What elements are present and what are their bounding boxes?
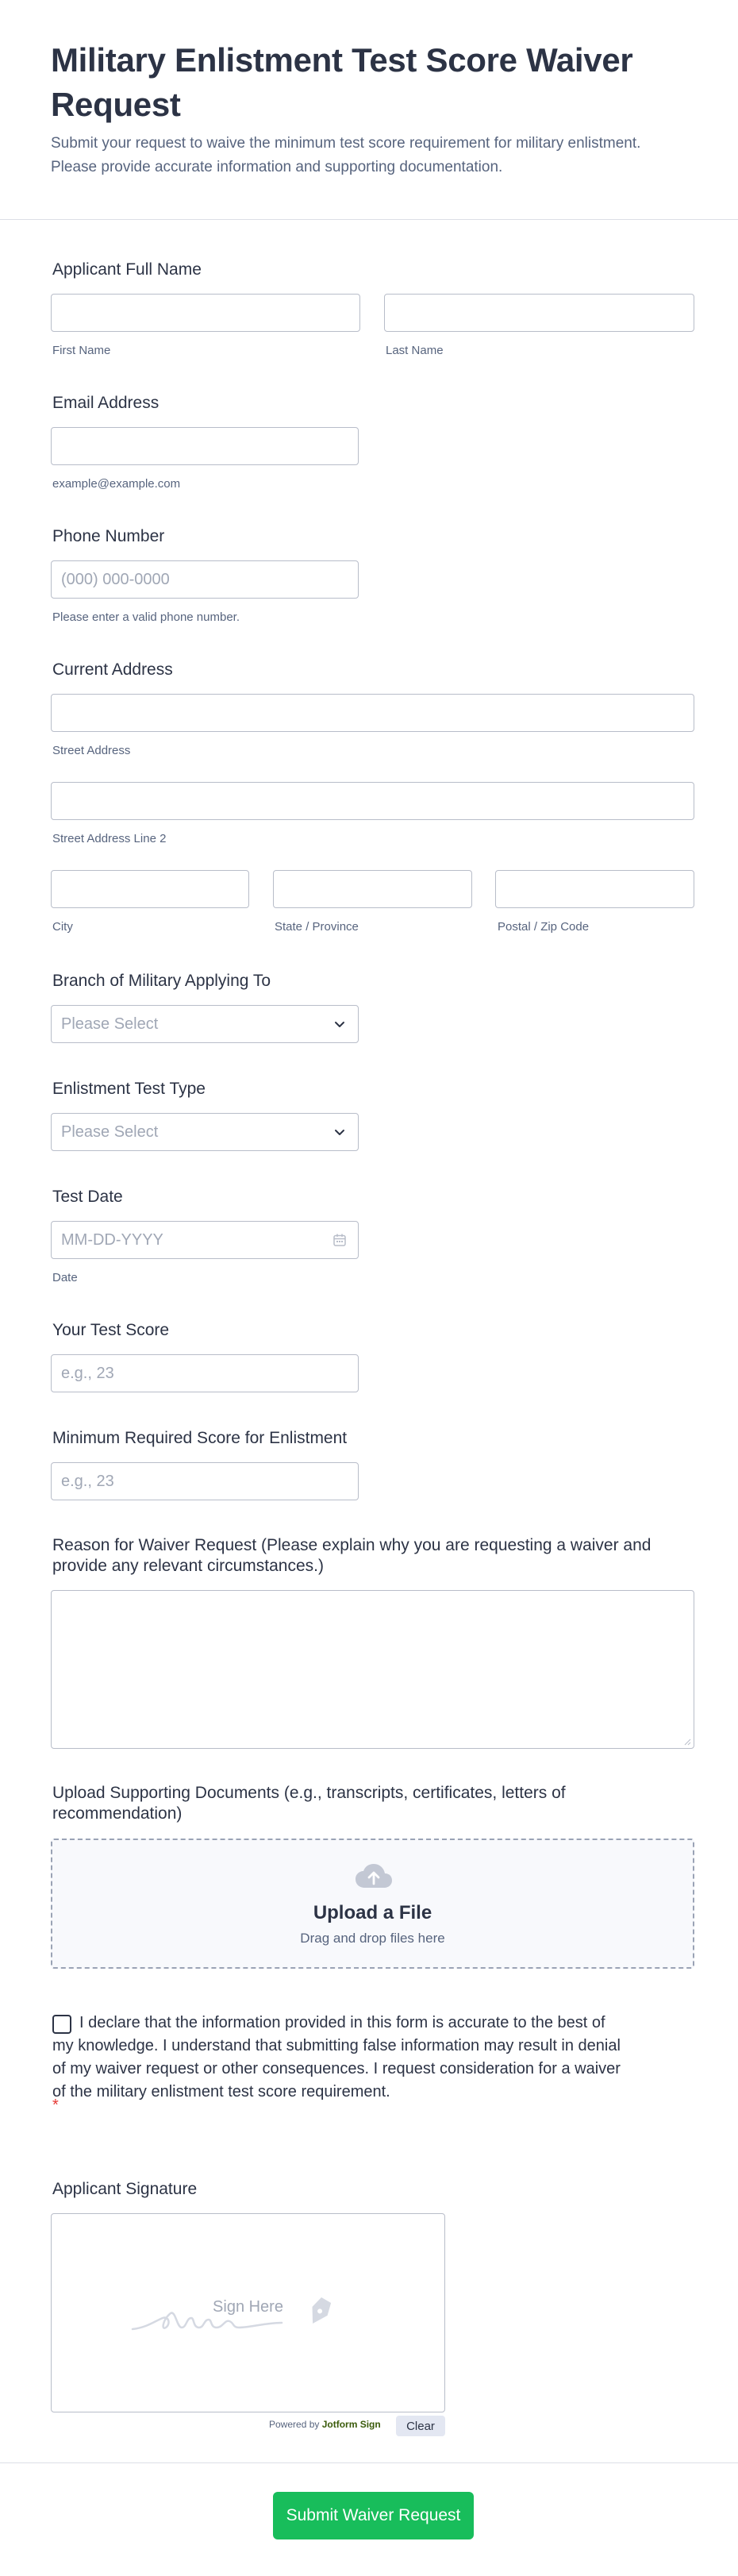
upload-subtitle: Drag and drop files here xyxy=(300,1931,445,1946)
phone-placeholder: (000) 000-0000 xyxy=(61,570,170,588)
email-label: Email Address xyxy=(52,394,160,412)
address-label: Current Address xyxy=(52,660,173,679)
resize-handle-icon[interactable] xyxy=(683,1738,691,1746)
reason-label: Reason for Waiver Request (Please explain why you are requesting a waiver and provide any relevant circumstances.) xyxy=(52,1536,652,1575)
signature-pad[interactable] xyxy=(51,2213,445,2412)
first-name-sublabel: First Name xyxy=(52,344,111,357)
chevron-down-icon xyxy=(332,1017,347,1031)
last-name-input[interactable] xyxy=(384,294,694,332)
required-asterisk: * xyxy=(52,2097,59,2114)
name-label: Applicant Full Name xyxy=(52,260,202,279)
city-sublabel: City xyxy=(52,920,73,934)
state-sublabel: State / Province xyxy=(275,920,359,934)
upload-label: Upload Supporting Documents (e.g., transcripts, certificates, letters of recommendation) xyxy=(52,1784,566,1823)
form-description: Submit your request to waive the minimum test score requirement for military enlistment. Please provide accurate information and supporting documentation. xyxy=(51,135,641,175)
cloud-upload-icon xyxy=(354,1862,394,1889)
powered-by-prefix: Powered by xyxy=(269,2419,320,2430)
clear-signature-button[interactable]: Clear xyxy=(396,2416,445,2436)
state-input[interactable] xyxy=(273,870,472,908)
score-label: Your Test Score xyxy=(52,1321,170,1339)
declaration-text: I declare that the information provided in this form is accurate to the best of my knowledge. I understand that submitting false information may result in denial of my waiver request or other consequences. I request consideration for a waiver of the military enlistment test score requirement. xyxy=(52,2014,621,2100)
score-input[interactable] xyxy=(51,1354,359,1392)
street-input[interactable] xyxy=(51,694,694,732)
test-date-placeholder: MM-DD-YYYY xyxy=(61,1230,163,1249)
test-date-sublabel: Date xyxy=(52,1271,78,1284)
form-header xyxy=(0,0,738,179)
min-score-label: Minimum Required Score for Enlistment xyxy=(52,1429,348,1447)
signature-label: Applicant Signature xyxy=(52,2180,198,2198)
email-sublabel: example@example.com xyxy=(52,477,181,491)
zip-sublabel: Postal / Zip Code xyxy=(498,920,590,934)
upload-dropzone[interactable] xyxy=(51,1839,694,1969)
test-type-select[interactable] xyxy=(51,1113,359,1151)
min-score-placeholder: e.g., 23 xyxy=(61,1472,114,1490)
zip-input[interactable] xyxy=(495,870,694,908)
branch-select[interactable] xyxy=(51,1005,359,1043)
reason-textarea[interactable] xyxy=(51,1590,694,1749)
street-sublabel: Street Address xyxy=(52,744,131,757)
last-name-sublabel: Last Name xyxy=(386,344,444,357)
powered-by-brand: Jotform Sign xyxy=(321,2419,381,2430)
form-title: Military Enlistment Test Score Waiver Request xyxy=(51,41,633,123)
footer-divider xyxy=(0,2462,738,2463)
test-date-label: Test Date xyxy=(52,1188,123,1206)
phone-sublabel: Please enter a valid phone number. xyxy=(52,610,240,624)
email-input[interactable] xyxy=(51,427,359,465)
powered-by-text xyxy=(269,2419,381,2430)
test-type-placeholder: Please Select xyxy=(61,1122,159,1141)
branch-label: Branch of Military Applying To xyxy=(52,972,271,990)
test-type-label: Enlistment Test Type xyxy=(52,1080,206,1098)
calendar-icon[interactable] xyxy=(332,1233,347,1247)
min-score-input[interactable] xyxy=(51,1462,359,1500)
submit-button[interactable]: Submit Waiver Request xyxy=(273,2492,474,2539)
street2-input[interactable] xyxy=(51,782,694,820)
branch-placeholder: Please Select xyxy=(61,1015,159,1033)
header-divider xyxy=(0,219,738,220)
signature-placeholder: Sign Here xyxy=(213,2298,283,2316)
test-date-input[interactable] xyxy=(51,1221,359,1259)
street2-sublabel: Street Address Line 2 xyxy=(52,832,167,845)
phone-input[interactable] xyxy=(51,560,359,599)
city-input[interactable] xyxy=(51,870,249,908)
first-name-input[interactable] xyxy=(51,294,360,332)
score-placeholder: e.g., 23 xyxy=(61,1364,114,1382)
chevron-down-icon xyxy=(332,1125,347,1139)
upload-title: Upload a File xyxy=(313,1902,432,1923)
phone-label: Phone Number xyxy=(52,527,165,545)
